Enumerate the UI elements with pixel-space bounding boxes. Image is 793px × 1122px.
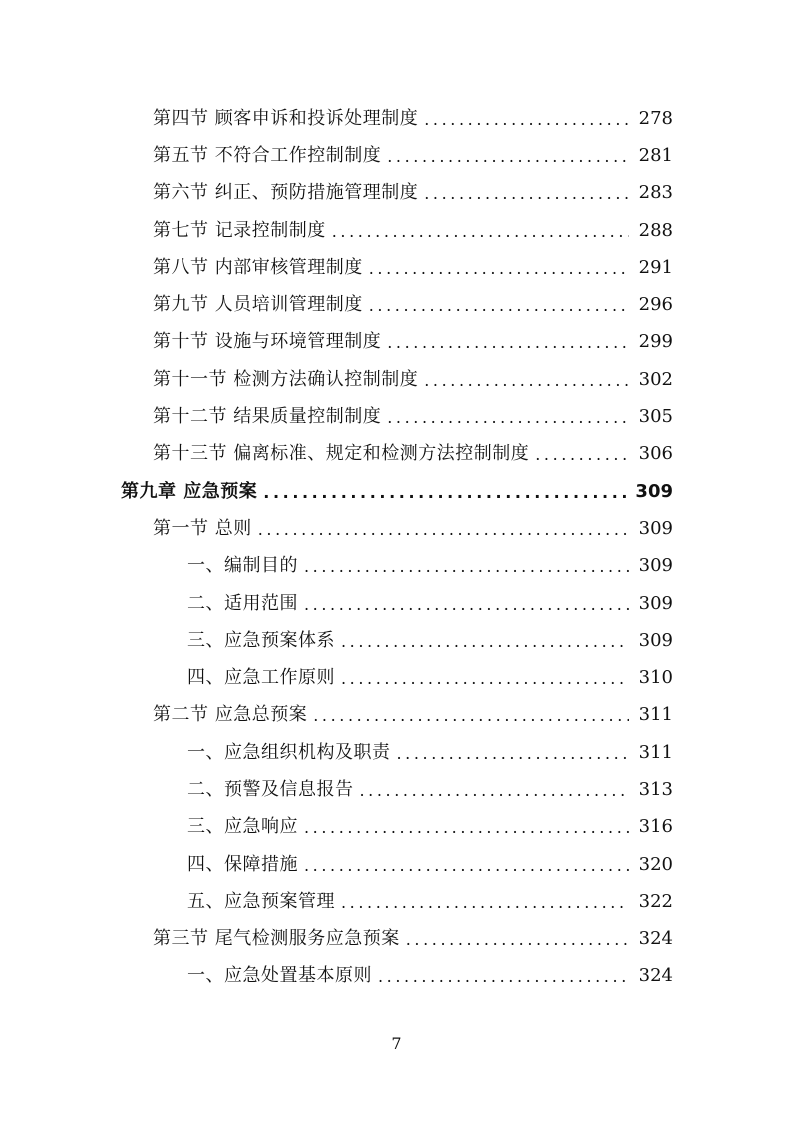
toc-subsection-entry[interactable] (0, 622, 793, 659)
toc-entry-label: 一、应急组织机构及职责 (187, 741, 391, 763)
toc-dot-leader (397, 746, 630, 762)
toc-section-entry[interactable] (0, 697, 793, 734)
toc-section-entry[interactable] (0, 398, 793, 435)
toc-entry-page: 306 (638, 443, 673, 465)
toc-section-entry[interactable] (0, 324, 793, 361)
toc-section-entry[interactable] (0, 175, 793, 212)
toc-dot-leader (378, 969, 629, 985)
toc-entry-page: 288 (638, 219, 673, 241)
toc-subsection-entry[interactable] (0, 883, 793, 920)
toc-dot-leader (360, 783, 630, 799)
toc-subsection-entry[interactable] (0, 548, 793, 585)
toc-entry-label: 第十一节 检测方法确认控制制度 (153, 368, 419, 390)
toc-dot-leader (332, 224, 629, 240)
toc-entry-page: 320 (638, 853, 673, 875)
toc-section-entry[interactable] (0, 137, 793, 174)
toc-dot-leader (341, 634, 629, 650)
toc-entry-page: 311 (638, 741, 673, 763)
toc-dot-leader (424, 186, 629, 202)
toc-section-entry[interactable] (0, 212, 793, 249)
toc-entry-label: 第十三节 偏离标准、规定和检测方法控制制度 (153, 443, 530, 465)
toc-entry-page: 309 (638, 629, 673, 651)
toc-section-entry[interactable] (0, 100, 793, 137)
toc-dot-leader (406, 932, 629, 948)
toc-entry-label: 第七节 记录控制制度 (153, 219, 326, 241)
toc-entry-label: 第九节 人员培训管理制度 (153, 294, 363, 316)
table-of-contents (0, 100, 793, 995)
toc-dot-leader (535, 447, 629, 463)
toc-entry-label: 四、应急工作原则 (187, 667, 335, 689)
toc-dot-leader (387, 149, 629, 165)
toc-dot-leader (304, 820, 629, 836)
toc-subsection-entry[interactable] (0, 585, 793, 622)
toc-entry-label: 五、应急预案管理 (187, 890, 335, 912)
toc-dot-leader (304, 559, 629, 575)
toc-section-entry[interactable] (0, 921, 793, 958)
toc-entry-page: 302 (638, 368, 673, 390)
toc-entry-label: 一、应急处置基本原则 (187, 965, 372, 987)
toc-dot-leader (369, 261, 629, 277)
toc-section-entry[interactable] (0, 510, 793, 547)
toc-entry-page: 278 (638, 107, 673, 129)
toc-subsection-entry[interactable] (0, 958, 793, 995)
toc-section-entry[interactable] (0, 436, 793, 473)
toc-entry-page: 309 (638, 592, 673, 614)
toc-entry-label: 第五节 不符合工作控制制度 (153, 144, 382, 166)
toc-dot-leader (369, 298, 629, 314)
toc-subsection-entry[interactable] (0, 846, 793, 883)
page-number: 7 (391, 1034, 402, 1053)
toc-entry-label: 第九章 应急预案 (121, 480, 258, 502)
toc-dot-leader (424, 112, 629, 128)
toc-subsection-entry[interactable] (0, 771, 793, 808)
toc-dot-leader (341, 895, 629, 911)
toc-entry-label: 第六节 纠正、预防措施管理制度 (153, 182, 419, 204)
toc-entry-label: 三、应急响应 (187, 816, 298, 838)
toc-entry-label: 第十二节 结果质量控制制度 (153, 406, 382, 428)
toc-section-entry[interactable] (0, 286, 793, 323)
toc-entry-label: 第十节 设施与环境管理制度 (153, 331, 382, 353)
toc-dot-leader (304, 858, 629, 874)
toc-dot-leader (341, 671, 629, 687)
toc-dot-leader (313, 708, 629, 724)
toc-entry-page: 291 (638, 256, 673, 278)
toc-section-entry[interactable] (0, 361, 793, 398)
toc-entry-page: 324 (638, 965, 673, 987)
toc-entry-page: 283 (638, 182, 673, 204)
toc-chapter-entry[interactable] (0, 473, 793, 510)
toc-entry-label: 第二节 应急总预案 (153, 704, 308, 726)
toc-dot-leader (387, 335, 629, 351)
toc-dot-leader (424, 373, 629, 389)
toc-dot-leader (304, 597, 629, 613)
toc-entry-page: 311 (638, 704, 673, 726)
toc-entry-page: 281 (638, 144, 673, 166)
toc-entry-page: 313 (638, 778, 673, 800)
toc-section-entry[interactable] (0, 249, 793, 286)
toc-subsection-entry[interactable] (0, 809, 793, 846)
toc-entry-label: 第八节 内部审核管理制度 (153, 256, 363, 278)
toc-entry-label: 四、保障措施 (187, 853, 298, 875)
toc-dot-leader (258, 522, 629, 538)
toc-entry-label: 三、应急预案体系 (187, 629, 335, 651)
toc-entry-label: 第四节 顾客申诉和投诉处理制度 (153, 107, 419, 129)
toc-entry-label: 二、适用范围 (187, 592, 298, 614)
toc-dot-leader (263, 485, 629, 501)
toc-entry-page: 310 (638, 667, 673, 689)
toc-subsection-entry[interactable] (0, 734, 793, 771)
toc-entry-label: 第三节 尾气检测服务应急预案 (153, 928, 400, 950)
toc-entry-page: 322 (638, 890, 673, 912)
toc-entry-page: 305 (638, 406, 673, 428)
toc-entry-page: 324 (638, 928, 673, 950)
toc-entry-page: 299 (638, 331, 673, 353)
toc-entry-label: 二、预警及信息报告 (187, 778, 354, 800)
toc-dot-leader (387, 410, 629, 426)
toc-entry-page: 309 (635, 480, 673, 502)
toc-entry-page: 296 (638, 294, 673, 316)
toc-entry-label: 第一节 总则 (153, 517, 252, 539)
toc-entry-label: 一、编制目的 (187, 555, 298, 577)
toc-entry-page: 309 (638, 517, 673, 539)
toc-entry-page: 316 (638, 816, 673, 838)
toc-subsection-entry[interactable] (0, 659, 793, 696)
toc-entry-page: 309 (638, 555, 673, 577)
